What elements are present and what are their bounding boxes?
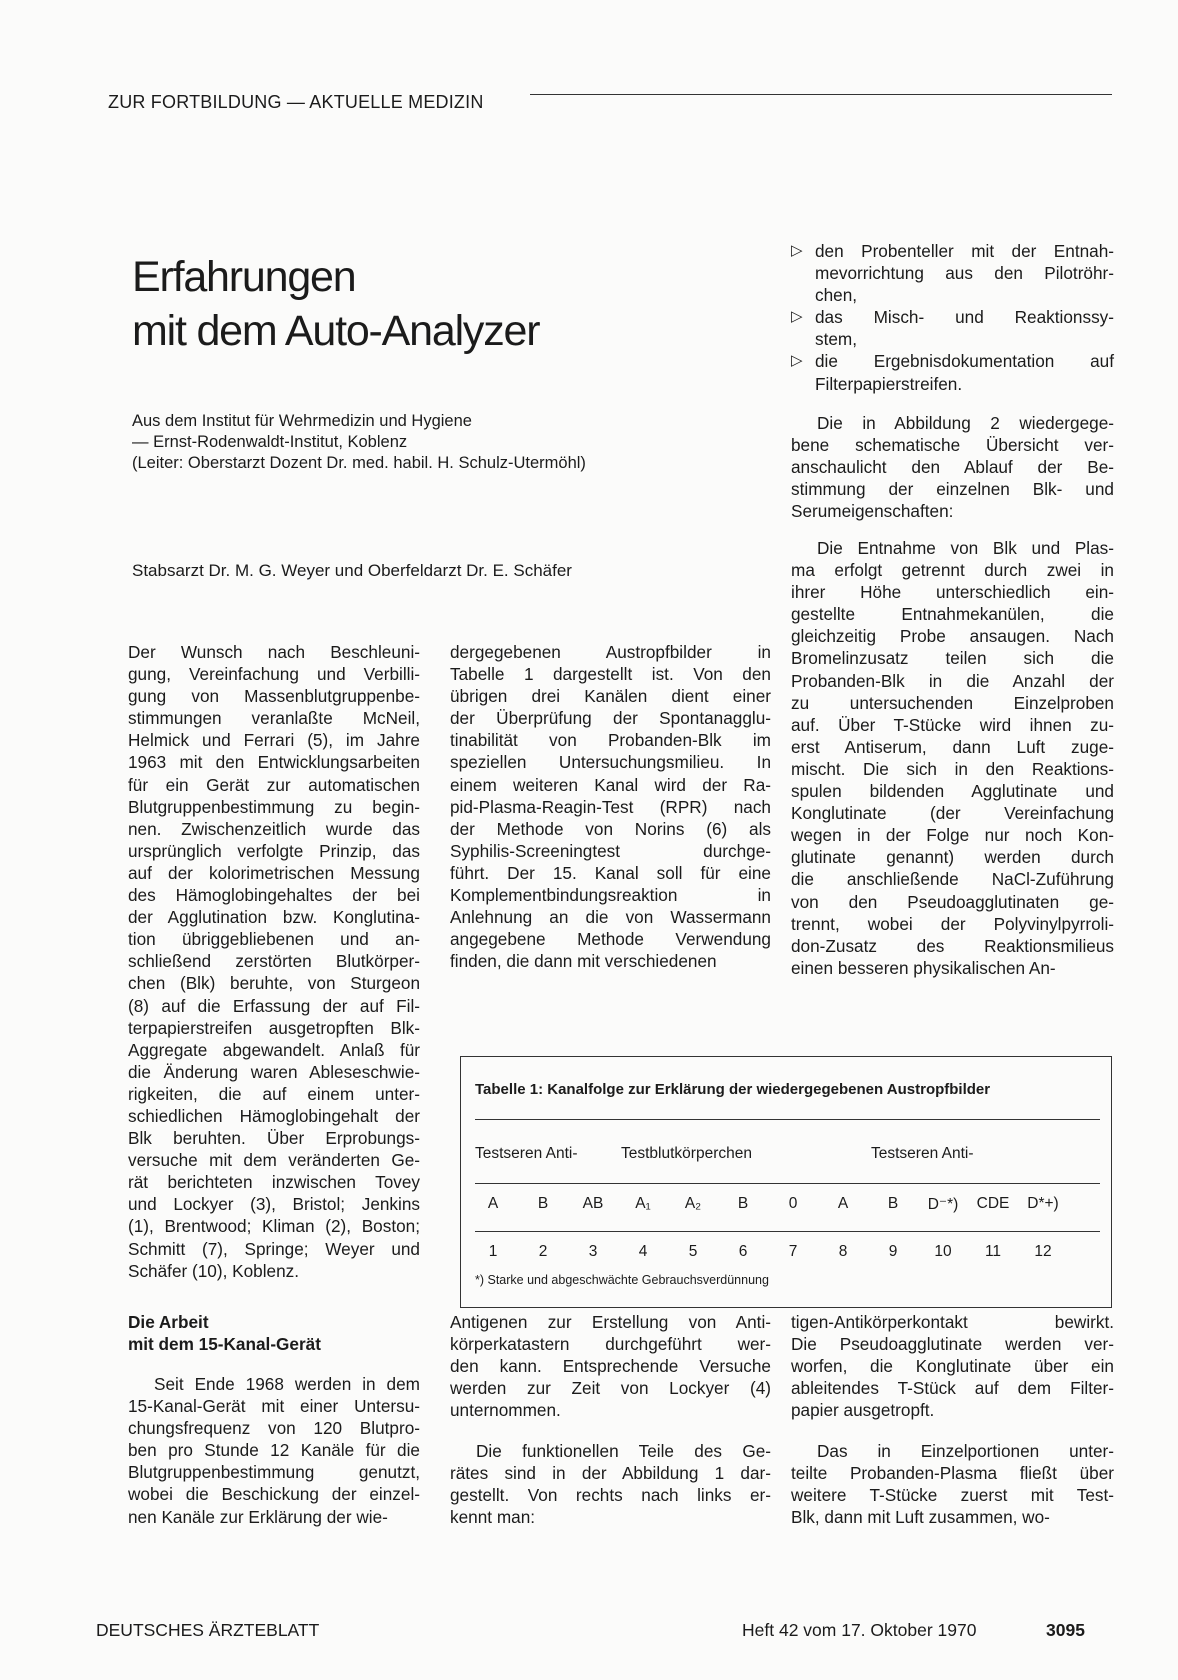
text-line: auf der kolorimetrischen Messung — [128, 862, 420, 883]
text-line: gestellte Entnahmekanülen, die — [791, 604, 1114, 625]
table-group-header: Testblutkörperchen — [621, 1145, 752, 1162]
affiliation-line: Aus dem Institut für Wehrmedizin und Hygiene — [132, 412, 472, 430]
text-line: der Methode von Norins (6) als — [450, 818, 771, 839]
text-line: 15-Kanal-Gerät mit einer Untersu- — [128, 1396, 420, 1417]
bullet-item — [791, 306, 1114, 350]
footer-journal: DEUTSCHES ÄRZTEBLATT — [96, 1620, 320, 1640]
table-rule — [475, 1119, 1100, 1120]
table-cell-label: B — [887, 1195, 899, 1212]
text-line: schiedlichen Hämoglobingehalt der — [128, 1105, 420, 1126]
table-group-header: Testseren Anti- — [475, 1145, 578, 1162]
text-line: Blutgruppenbestimmung genutzt, — [128, 1462, 420, 1483]
table-cell-label: A₁ — [635, 1195, 651, 1212]
table-cell-label: B — [737, 1195, 749, 1212]
text-line: bene schematische Übersicht ver- — [791, 435, 1114, 456]
text-line: die anschließende NaCl-Zuführung — [791, 869, 1114, 890]
text-line: angegebene Methode Verwendung — [450, 929, 771, 950]
text-line: papier ausgetropft. — [791, 1400, 935, 1421]
text-line: Die in Abbildung 2 wiedergege- — [817, 413, 1114, 433]
authors: Stabsarzt Dr. M. G. Weyer und Oberfeldarzt Dr. E. Schäfer — [132, 561, 572, 580]
text-line: mischt. Die sich in den Reaktions- — [791, 758, 1114, 779]
text-line: wegen in der Folge nur noch Kon- — [791, 825, 1114, 846]
section-heading-line: Die Arbeit — [128, 1312, 209, 1332]
text-line: der Überprüfung der Spontanagglu- — [450, 708, 771, 729]
triangle-bullet-icon: ▷ — [791, 308, 803, 326]
text-line: Schäfer (10), Koblenz. — [128, 1260, 300, 1281]
text-line: das Misch- und Reaktionssy- — [815, 307, 1114, 328]
text-line: gleichzeitig Probe ansaugen. Nach — [791, 626, 1114, 647]
table-cell-channel: 12 — [1034, 1243, 1052, 1260]
text-line: rät berichteten inzwischen Tovey — [128, 1172, 420, 1193]
text-line: für ein Gerät zur automatischen — [128, 774, 420, 795]
text-line: worfen, die Konglutinate über ein — [791, 1356, 1114, 1377]
text-line: auf. Über T-Stücke wird ihnen zu- — [791, 714, 1114, 735]
page-number: 3095 — [1046, 1620, 1085, 1640]
text-line: versuche mit dem veränderten Ge- — [128, 1150, 420, 1171]
column-3-bullets — [791, 240, 1114, 395]
column-2-lower-b — [450, 1440, 771, 1528]
table-caption: Tabelle 1: Kanalfolge zur Erklärung der wiedergegebenen Austropfbilder — [475, 1081, 991, 1098]
column-3-paragraph-2 — [791, 537, 1114, 979]
text-line: von den Pseudoagglutinaten ge- — [791, 891, 1114, 912]
text-line: Filterpapierstreifen. — [815, 373, 963, 394]
table-cell-label: A — [837, 1195, 849, 1212]
table-cell-channel: 3 — [588, 1243, 598, 1260]
table-cell-channel: 8 — [838, 1243, 848, 1260]
text-line: anschaulicht den Ablauf der Be- — [791, 457, 1114, 478]
text-line: weitere T-Stücke zuerst mit Test- — [791, 1485, 1114, 1506]
text-line: Die Pseudoagglutinate werden ver- — [791, 1334, 1114, 1355]
text-line: der Agglutination bzw. Konglutina- — [128, 907, 420, 928]
text-line: den kann. Entsprechende Versuche — [450, 1356, 771, 1377]
text-line: Tabelle 1 dargestellt ist. Von den — [450, 664, 771, 685]
text-line: einen besseren physikalischen An- — [791, 957, 1056, 978]
column-3-paragraph-1 — [791, 412, 1114, 522]
text-line: tinabilität von Probanden-Blk im — [450, 730, 771, 751]
section-heading — [128, 1311, 420, 1355]
text-line: schließend zerstörten Blutkörper- — [128, 951, 420, 972]
text-line: wobei die Beschickung der einzel- — [128, 1484, 420, 1505]
table-footnote: *) Starke und abgeschwächte Gebrauchsverdünnung — [475, 1273, 769, 1287]
text-line: Anlehnung an die von Wassermann — [450, 907, 771, 928]
table-1 — [460, 1056, 1112, 1308]
text-line: gung, Vereinfachung und Verbilli- — [128, 664, 420, 685]
text-line: Die funktionellen Teile des Ge- — [476, 1441, 771, 1461]
affiliation-line: (Leiter: Oberstarzt Dozent Dr. med. habil. H. Schulz-Utermöhl) — [132, 454, 586, 472]
text-line: chen, — [815, 285, 858, 306]
table-group-header: Testseren Anti- — [871, 1145, 974, 1162]
text-line: glutinate genannt) werden durch — [791, 847, 1114, 868]
table-cell-channel: 11 — [984, 1243, 1002, 1260]
text-line: ben pro Stunde 12 Kanäle für die — [128, 1440, 420, 1461]
text-line: stimmungen veranlaßte McNeil, — [128, 708, 420, 729]
footer-issue: Heft 42 vom 17. Oktober 1970 — [742, 1620, 977, 1640]
text-line: 1963 mit den Entwicklungsarbeiten — [128, 752, 420, 773]
text-line: einem weiteren Kanal wird der Ra- — [450, 774, 771, 795]
text-line: die Ergebnisdokumentation auf — [815, 351, 1114, 372]
text-line: chen (Blk) beruhte, von Sturgeon — [128, 973, 420, 994]
table-cell-channel: 10 — [934, 1243, 952, 1260]
text-line: ihrer Höhe unterschiedlich ein- — [791, 582, 1114, 603]
text-line: mevorrichtung aus den Pilotröhr- — [815, 263, 1114, 284]
table-cell-channel: 6 — [738, 1243, 748, 1260]
text-line: trennt, wobei der Polyvinylpyrroli- — [791, 913, 1114, 934]
table-cell-label: A₂ — [684, 1195, 702, 1212]
text-line: stimmung der einzelnen Blk- und — [791, 479, 1114, 500]
text-line: ursprünglich verfolgte Prinzip, das — [128, 840, 420, 861]
text-line: den Probenteller mit der Entnah- — [815, 241, 1114, 261]
text-line: führt. Der 15. Kanal soll für eine — [450, 862, 771, 883]
column-3-lower-a — [791, 1311, 1114, 1421]
text-line: chungsfrequenz von 120 Blutpro- — [128, 1418, 420, 1439]
text-line: Antigenen zur Erstellung von Anti- — [450, 1312, 771, 1332]
text-line: dergegebenen Austropfbilder in — [450, 642, 771, 662]
text-line: körperkatastern durchgeführt wer- — [450, 1334, 771, 1355]
text-line: Blk, dann mit Luft zusammen, wo- — [791, 1507, 1050, 1528]
table-cell-label: A — [487, 1195, 499, 1212]
text-line: tion übriggebliebenen und an- — [128, 929, 420, 950]
text-line: die Änderung waren Ableseschwie- — [128, 1061, 420, 1082]
text-line: Helmick und Ferrari (5), im Jahre — [128, 730, 420, 751]
table-cell-channel: 7 — [788, 1243, 798, 1260]
text-line: Schmitt (7), Springe; Weyer und — [128, 1238, 420, 1259]
text-line: speziellen Untersuchungsmilieu. In — [450, 752, 771, 773]
table-cell-label: AB — [582, 1195, 604, 1212]
table-cell-label: D⁻*) — [927, 1196, 959, 1213]
text-line: ma erfolgt getrennt durch zwei in — [791, 560, 1114, 581]
table-cell-label: B — [537, 1195, 549, 1212]
section-heading-line: mit dem 15-Kanal-Gerät — [128, 1334, 321, 1355]
table-cell-label: 0 — [788, 1195, 798, 1212]
text-line: unternommen. — [450, 1400, 561, 1421]
text-line: werden zur Zeit von Lockyer (4) — [450, 1378, 771, 1399]
text-line: Das in Einzelportionen unter- — [817, 1441, 1114, 1461]
text-line: Komplementbindungsreaktion in — [450, 885, 771, 906]
text-line: (1), Brentwood; Kliman (2), Boston; — [128, 1216, 420, 1237]
text-line: gung von Massenblutgruppenbe- — [128, 686, 420, 707]
column-1-body — [128, 641, 420, 1282]
text-line: nen Kanäle zur Erklärung der wie- — [128, 1506, 388, 1527]
text-line: don-Zusatz des Reaktionsmilieus — [791, 935, 1114, 956]
text-line: erst Antiserum, dann Luft zuge- — [791, 736, 1114, 757]
text-line: pid-Plasma-Reagin-Test (RPR) nach — [450, 796, 771, 817]
text-line: Die Entnahme von Blk und Plas- — [817, 538, 1114, 558]
text-line: Konglutinate (der Vereinfachung — [791, 803, 1114, 824]
text-line: Probanden-Blk in die Anzahl der — [791, 670, 1114, 691]
text-line: zu untersuchenden Einzelproben — [791, 692, 1114, 713]
text-line: kennt man: — [450, 1507, 536, 1528]
table-cell-channel: 4 — [638, 1243, 648, 1260]
title-line-1: Erfahrungen — [132, 253, 356, 301]
triangle-bullet-icon: ▷ — [791, 352, 803, 370]
header-rule — [530, 94, 1112, 95]
text-line: Blk beruhten. Über Erprobungs- — [128, 1128, 420, 1149]
text-line: des Hämoglobingehaltes der bei — [128, 885, 420, 906]
text-line: finden, die dann mit verschiedenen — [450, 951, 717, 972]
text-line: und Lockyer (3), Bristol; Jenkins — [128, 1194, 420, 1215]
text-line: terpapierstreifen ausgetropften Blk- — [128, 1017, 420, 1038]
bullet-item — [791, 240, 1114, 306]
column-1-lower — [128, 1373, 420, 1528]
text-line: Serumeigenschaften: — [791, 501, 954, 522]
section-header: ZUR FORTBILDUNG — AKTUELLE MEDIZIN — [108, 92, 484, 112]
text-line: Blutgruppenbestimmung zu begin- — [128, 796, 420, 817]
table-cell-channel: 5 — [688, 1243, 698, 1260]
text-line: Seit Ende 1968 werden in dem — [154, 1374, 420, 1394]
table-rule — [475, 1183, 1100, 1184]
text-line: rätes sind in der Abbildung 1 dar- — [450, 1463, 771, 1484]
text-line: Syphilis-Screeningtest durchge- — [450, 840, 771, 861]
text-line: tigen-Antikörperkontakt bewirkt. — [791, 1312, 1114, 1332]
column-2-lower-a — [450, 1311, 771, 1421]
table-cell-channel: 1 — [488, 1243, 498, 1260]
text-line: stem, — [815, 329, 858, 350]
text-line: Aggregate abgewandelt. Anlaß für — [128, 1039, 420, 1060]
table-cell-label: D*+) — [1027, 1195, 1059, 1212]
table-rule — [475, 1231, 1100, 1232]
title-line-2: mit dem Auto-Analyzer — [132, 307, 540, 355]
bullet-item — [791, 350, 1114, 394]
text-line: übrigen drei Kanälen dient einer — [450, 686, 771, 707]
text-line: gestellt. Von rechts nach links er- — [450, 1485, 771, 1506]
table-cell-label: CDE — [976, 1195, 1010, 1212]
text-line: teilte Probanden-Plasma fließt über — [791, 1463, 1114, 1484]
text-line: rigkeiten, die auf einem unter- — [128, 1083, 420, 1104]
text-line: nen. Zwischenzeitlich wurde das — [128, 818, 420, 839]
column-2-body — [450, 641, 771, 972]
affiliation — [132, 411, 586, 474]
text-line: (8) auf die Erfassung der auf Fil- — [128, 995, 420, 1016]
table-cell-channel: 2 — [538, 1243, 548, 1260]
table-cell-channel: 9 — [888, 1243, 898, 1260]
article-title — [132, 250, 539, 358]
text-line: Der Wunsch nach Beschleuni- — [128, 642, 420, 662]
affiliation-line: — Ernst-Rodenwaldt-Institut, Koblenz — [132, 433, 408, 451]
column-3-lower-b — [791, 1440, 1114, 1528]
text-line: spulen bildenden Agglutinate und — [791, 781, 1114, 802]
triangle-bullet-icon: ▷ — [791, 242, 803, 259]
text-line: Bromelinzusatz teilen sich die — [791, 648, 1114, 669]
text-line: ableitendes T-Stück auf dem Filter- — [791, 1378, 1114, 1399]
